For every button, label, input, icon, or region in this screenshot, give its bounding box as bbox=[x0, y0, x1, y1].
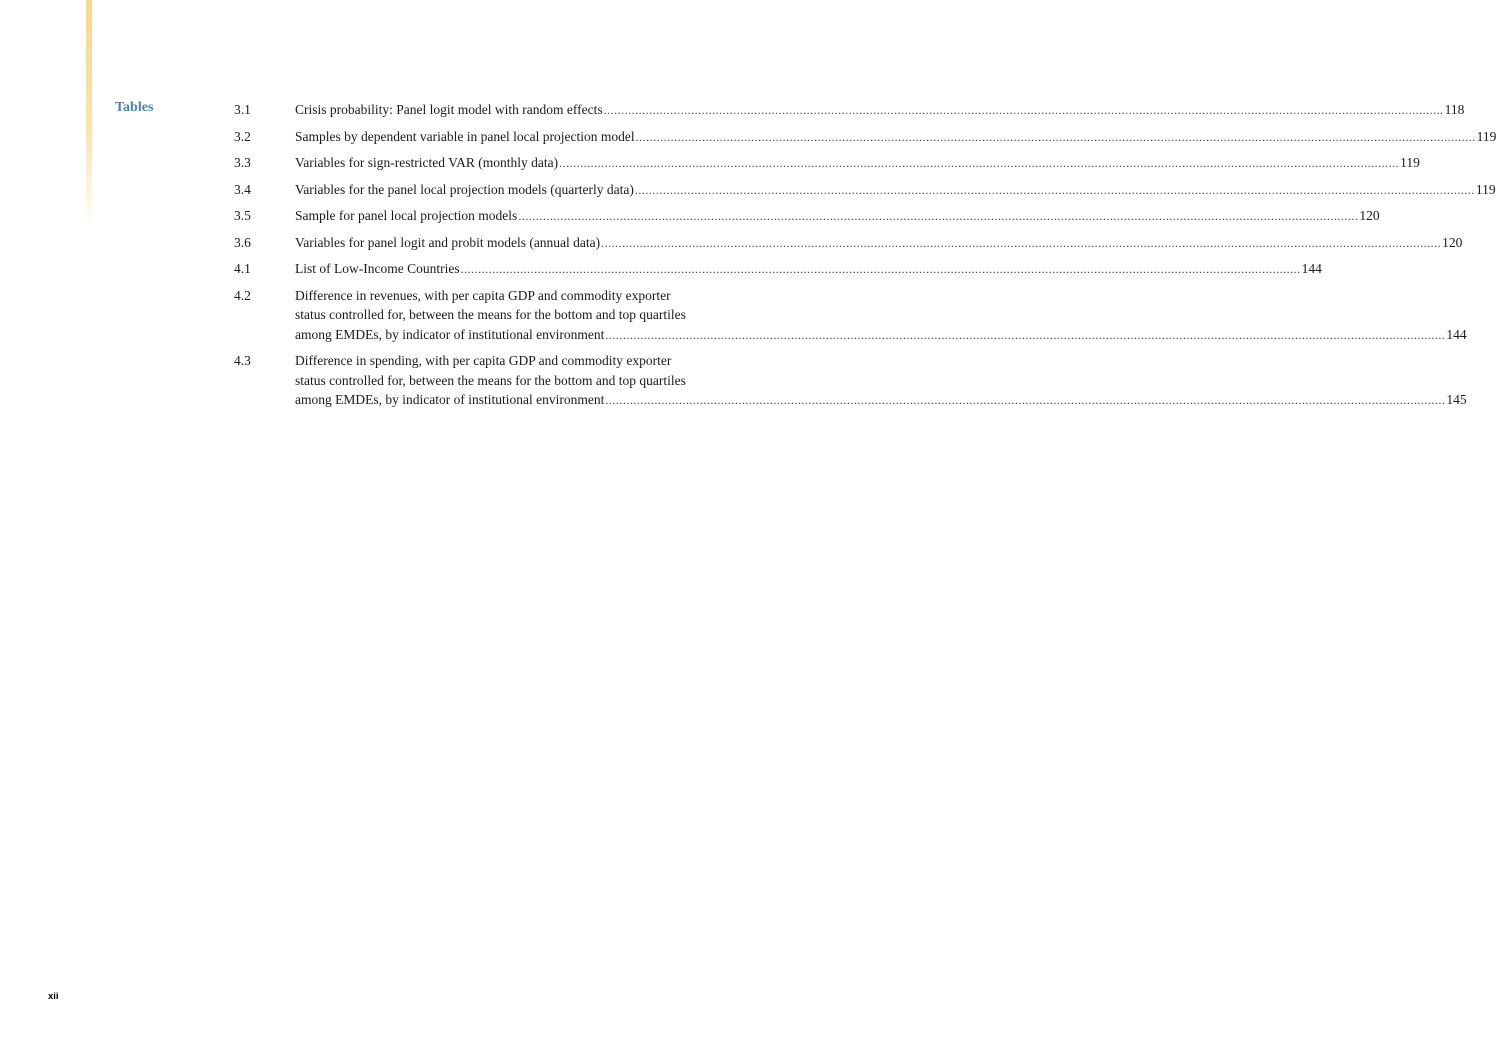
toc-entry-title-line: Crisis probability: Panel logit model with random effects bbox=[295, 102, 603, 117]
toc-entry-page-number: 144 bbox=[1301, 261, 1322, 276]
dot-leader bbox=[601, 234, 1441, 254]
toc-entry-title bbox=[295, 153, 1420, 174]
toc-entry-title-line: status controlled for, between the means for the bottom and top quartiles bbox=[295, 307, 686, 322]
toc-entry-title-line: Variables for the panel local projection models (quarterly data) bbox=[295, 181, 634, 197]
toc-entry-page-number: 119 bbox=[1400, 155, 1420, 170]
toc-entry-title-last-line bbox=[295, 153, 1420, 174]
tables-toc-list bbox=[234, 100, 1496, 417]
toc-entry-number: 3.3 bbox=[234, 155, 251, 170]
toc-entry[interactable] bbox=[234, 351, 1467, 411]
toc-entry-page-number: 120 bbox=[1442, 234, 1463, 250]
toc-entry-title-last-line bbox=[295, 100, 1464, 121]
toc-entry-title-last-line bbox=[295, 390, 1467, 411]
toc-entry-title-last-line bbox=[295, 180, 1496, 201]
toc-entry[interactable] bbox=[234, 233, 1463, 254]
toc-entry-title bbox=[295, 206, 1380, 227]
toc-entry-title bbox=[295, 259, 1322, 280]
dot-leader bbox=[461, 260, 1301, 280]
toc-entry[interactable] bbox=[234, 286, 1467, 346]
toc-entry-number: 3.1 bbox=[234, 102, 251, 117]
toc-entry-number: 4.2 bbox=[234, 287, 251, 303]
dot-leader bbox=[605, 391, 1445, 411]
toc-entry-page-number: 120 bbox=[1359, 208, 1380, 223]
toc-entry-page-number: 118 bbox=[1444, 102, 1465, 117]
toc-entry-title-line: Variables for sign-restricted VAR (monthly data) bbox=[295, 155, 559, 170]
toc-entry[interactable] bbox=[234, 259, 1322, 280]
toc-entry-title-last-line bbox=[295, 325, 1467, 346]
toc-entry-title-line: status controlled for, between the means for the bottom and top quartiles bbox=[295, 372, 686, 388]
dot-leader bbox=[635, 181, 1475, 201]
toc-entry-number: 3.4 bbox=[234, 181, 251, 197]
toc-entry-page-number: 119 bbox=[1475, 181, 1496, 197]
toc-entry-title bbox=[295, 180, 1496, 201]
toc-entry-title-line: Difference in spending, with per capita GDP and commodity exporter bbox=[295, 353, 672, 368]
toc-entry-page-number: 145 bbox=[1446, 392, 1467, 407]
dot-leader bbox=[636, 128, 1476, 148]
toc-entry[interactable] bbox=[234, 206, 1380, 227]
toc-entry-title-line: List of Low-Income Countries bbox=[295, 261, 460, 276]
dot-leader bbox=[518, 207, 1358, 227]
dot-leader bbox=[559, 154, 1399, 174]
toc-entry-number: 3.6 bbox=[234, 234, 251, 250]
toc-entry-title bbox=[295, 127, 1496, 148]
toc-entry-title-line: Variables for panel logit and probit models (annual data) bbox=[295, 234, 601, 250]
toc-entry[interactable] bbox=[234, 180, 1496, 201]
toc-entry-title-last-line bbox=[295, 233, 1462, 254]
toc-entry[interactable] bbox=[234, 127, 1496, 148]
toc-entry-title-last-line bbox=[295, 127, 1496, 148]
toc-entry-number: 3.5 bbox=[234, 208, 251, 223]
page-number: xii bbox=[48, 991, 59, 1002]
toc-entry-title bbox=[295, 233, 1462, 254]
toc-entry-number: 4.3 bbox=[234, 353, 251, 368]
toc-entry-page-number: 119 bbox=[1476, 128, 1496, 144]
section-label-tables: Tables bbox=[115, 100, 154, 115]
toc-entry-title-last-line bbox=[295, 206, 1380, 227]
dot-leader bbox=[605, 326, 1445, 346]
toc-entry[interactable] bbox=[234, 153, 1420, 174]
toc-entry-number: 3.2 bbox=[234, 128, 251, 144]
toc-entry-title bbox=[295, 286, 1467, 346]
toc-entry[interactable] bbox=[234, 100, 1465, 121]
toc-entry-title-line: among EMDEs, by indicator of institutional environment bbox=[295, 326, 605, 342]
toc-entry-title-line: Sample for panel local projection models bbox=[295, 208, 518, 223]
dot-leader bbox=[604, 101, 1444, 121]
toc-entry-title-line: among EMDEs, by indicator of institutional environment bbox=[295, 392, 605, 407]
toc-entry-title-line: Samples by dependent variable in panel local projection model bbox=[295, 128, 635, 144]
toc-entry-title-last-line bbox=[295, 259, 1322, 280]
toc-entry-page-number: 144 bbox=[1446, 326, 1467, 342]
toc-entry-title bbox=[295, 351, 1467, 411]
toc-entry-title-line: Difference in revenues, with per capita GDP and commodity exporter bbox=[295, 287, 671, 303]
toc-entry-number: 4.1 bbox=[234, 261, 251, 276]
toc-entry-title bbox=[295, 100, 1464, 121]
accent-bar bbox=[86, 0, 92, 230]
